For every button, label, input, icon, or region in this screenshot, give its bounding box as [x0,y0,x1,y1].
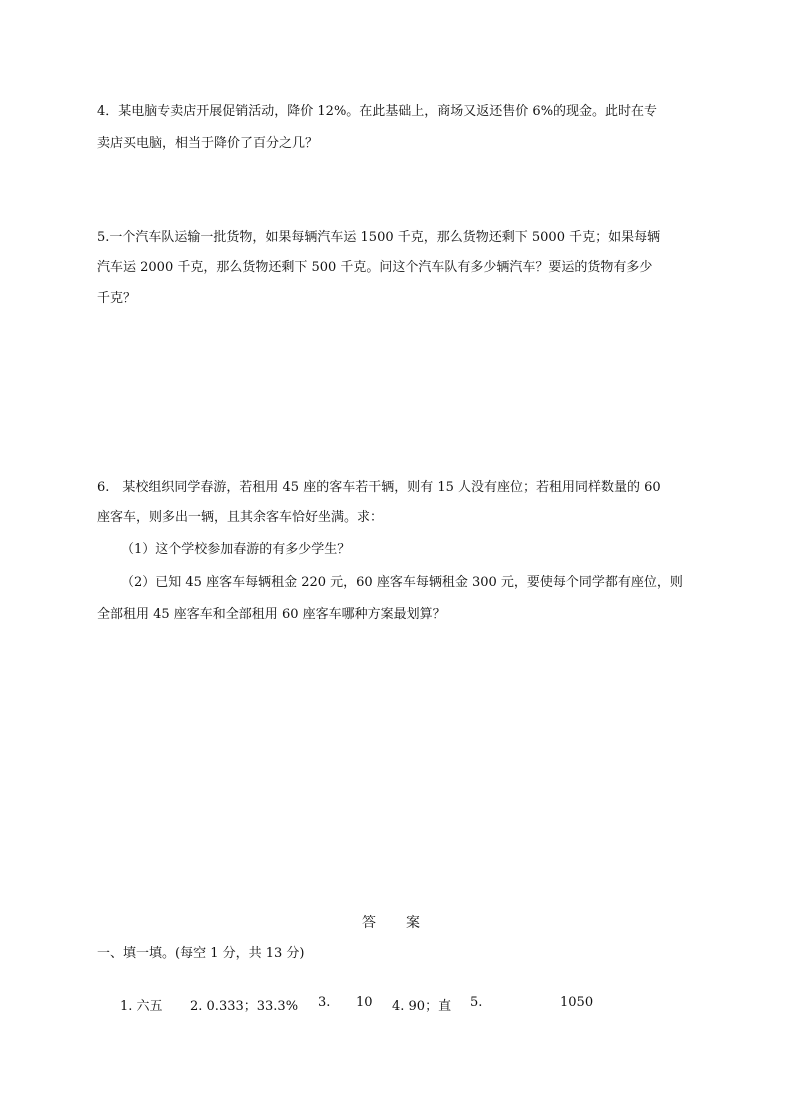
answers-row [0,995,790,1013]
answers-heading: 答 案 [362,915,428,931]
question-5-line-1: 5.一个汽车队运输一批货物，如果每辆汽车运 1500 千克，那么货物还剩下 5000 千克；如果每辆 [97,230,661,245]
question-6-part-2: （2）已知 45 座客车每辆租金 220 元，60 座客车每辆租金 300 元，要使每个同学都有座位，则 [121,575,683,590]
question-6-line-1: 6. 某校组织同学春游，若租用 45 座的客车若干辆，则有 15 人没有座位；若租用同样数量的 60 [97,480,661,495]
answers-section-1-title: 一、填一填。(每空 1 分，共 13 分) [97,946,305,961]
question-6-line-5: 全部租用 45 座客车和全部租用 60 座客车哪种方案最划算？ [97,607,446,622]
question-5-line-3: 千克？ [97,291,137,306]
answer-1: 1. 六五 [120,999,163,1014]
question-6-part-1: （1）这个学校参加春游的有多少学生？ [121,542,351,557]
question-6-line-2: 座客车，则多出一辆，且其余客车恰好坐满。求： [97,510,384,525]
answer-2: 2. 0.333；33.3% [190,999,299,1014]
answer-3-label: 3. [318,995,331,1010]
question-5-line-2: 汽车运 2000 千克，那么货物还剩下 500 千克。问这个汽车队有多少辆汽车？要运的货物有多少 [97,260,653,275]
question-4-line-2: 卖店买电脑，相当于降价了百分之几？ [97,136,319,151]
answer-3-value: 10 [356,995,373,1010]
answer-4: 4. 90；直 [392,999,452,1014]
answer-5-value: 1050 [560,995,594,1010]
answer-5-label: 5. [470,995,483,1010]
question-4-line-1: 4．某电脑专卖店开展促销活动，降价 12%。在此基础上，商场又返还售价 6%的现金。此时在专 [97,104,658,119]
